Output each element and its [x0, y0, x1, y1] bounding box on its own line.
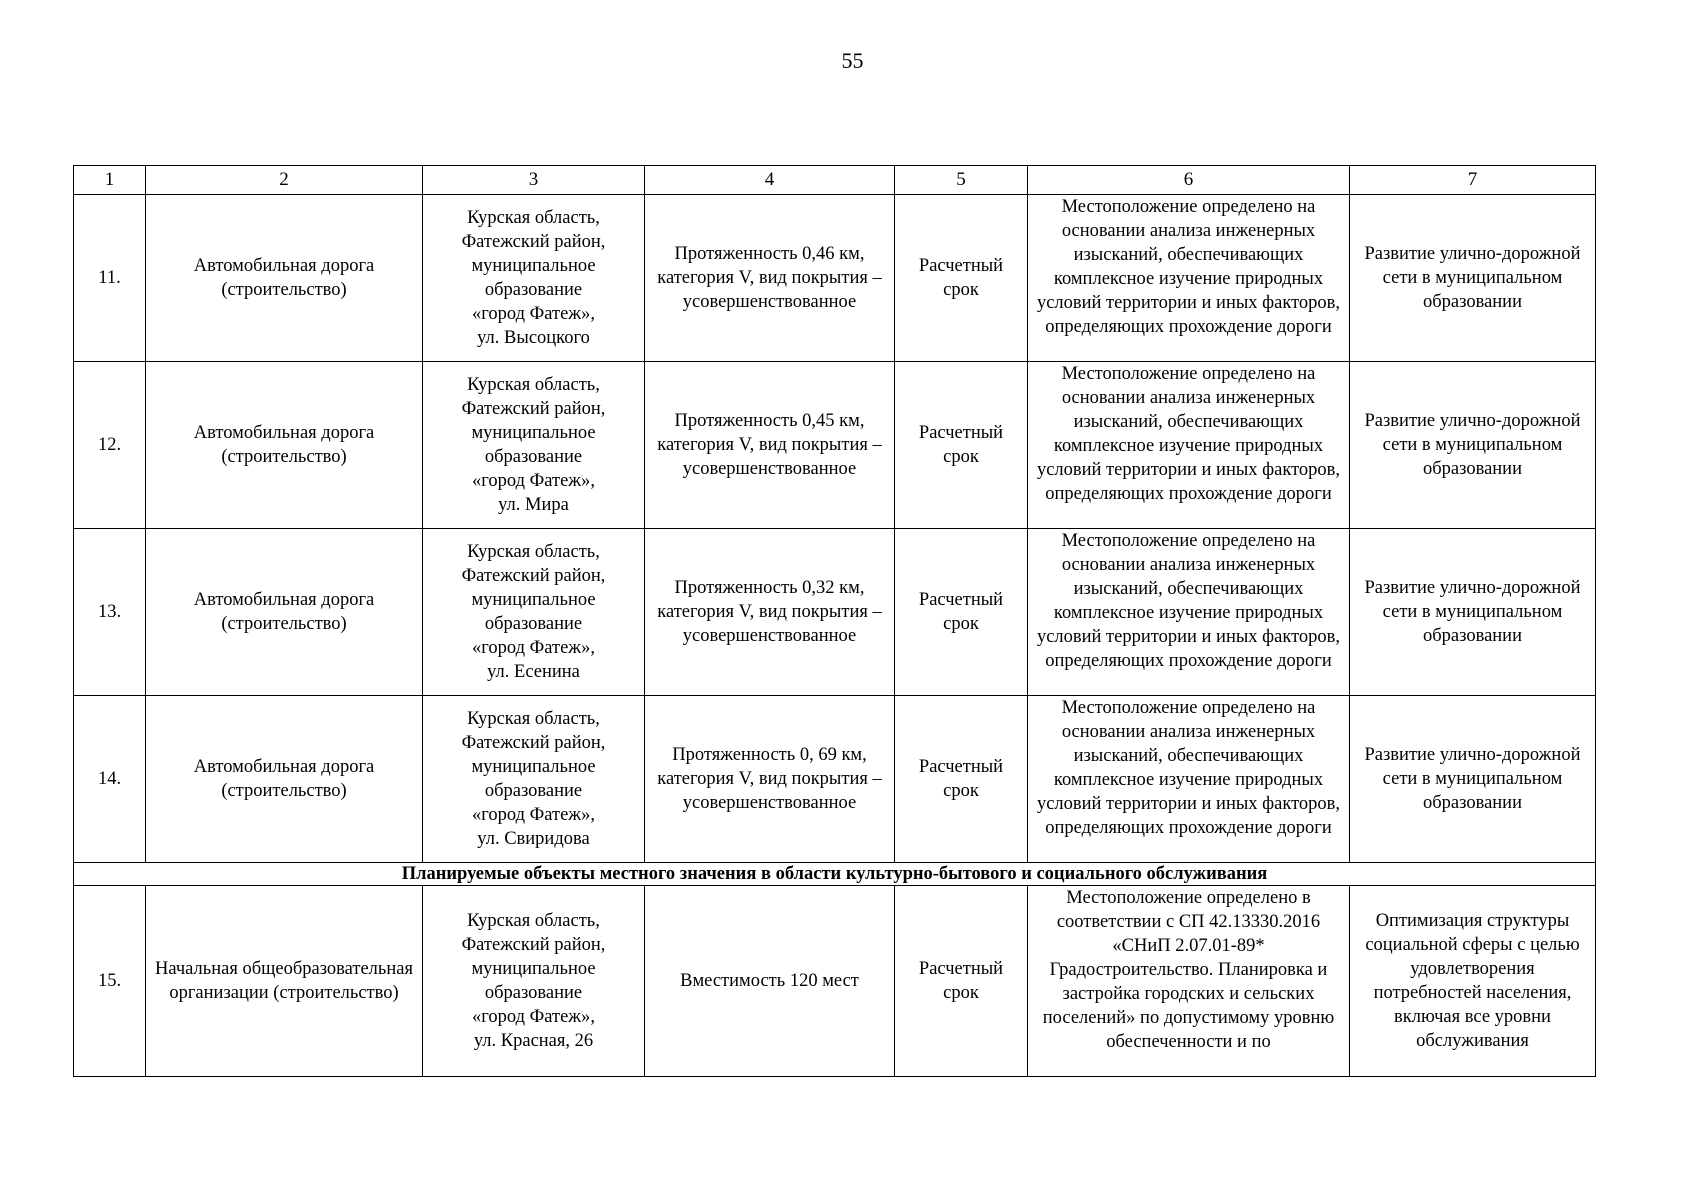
location-line: муниципальное	[471, 757, 596, 777]
location-line: образование	[484, 781, 583, 801]
location-line: образование	[484, 983, 583, 1003]
object-goal: Развитие улично-дорожной сети в муниципальном образовании	[1350, 362, 1596, 529]
object-goal: Развитие улично-дорожной сети в муниципальном образовании	[1350, 696, 1596, 863]
row-number: 15.	[74, 886, 146, 1077]
location-justification: Местоположение определено на основании анализа инженерных изысканий, обеспечивающих комплексное изучение природных условий территории и иных факторов, определяющих прохождение дороги	[1028, 529, 1350, 696]
implementation-term: Расчетный срок	[895, 696, 1028, 863]
location-line: образование	[484, 280, 583, 300]
table-row	[74, 529, 1596, 696]
location-line: муниципальное	[471, 256, 596, 276]
object-characteristics: Протяженность 0, 69 км, категория V, вид покрытия – усовершенствованное	[645, 696, 895, 863]
object-characteristics: Протяженность 0,32 км, категория V, вид покрытия – усовершенствованное	[645, 529, 895, 696]
row-number: 13.	[74, 529, 146, 696]
location-justification: Местоположение определено в соответствии с СП 42.13330.2016 «СНиП 2.07.01-89* Градостроительство. Планировка и застройка городских и сельских поселений» по допустимому уровню обеспеченности и по	[1028, 886, 1350, 1077]
object-name: Автомобильная дорога (строительство)	[146, 195, 423, 362]
location-line: Курская область,	[467, 208, 600, 228]
implementation-term: Расчетный срок	[895, 886, 1028, 1077]
location-line: ул. Красная, 26	[473, 1031, 594, 1051]
location-line: Фатежский район,	[461, 399, 606, 419]
column-number: 6	[1028, 166, 1350, 195]
table-row	[74, 696, 1596, 863]
location-line: «город Фатеж»,	[472, 638, 595, 658]
objects-table	[73, 165, 1596, 1077]
location-justification: Местоположение определено на основании анализа инженерных изысканий, обеспечивающих комплексное изучение природных условий территории и иных факторов, определяющих прохождение дороги	[1028, 195, 1350, 362]
object-location	[423, 362, 645, 529]
column-number-row	[74, 166, 1596, 195]
object-characteristics: Протяженность 0,45 км, категория V, вид покрытия – усовершенствованное	[645, 362, 895, 529]
object-goal: Развитие улично-дорожной сети в муниципальном образовании	[1350, 195, 1596, 362]
implementation-term: Расчетный срок	[895, 529, 1028, 696]
implementation-term: Расчетный срок	[895, 195, 1028, 362]
location-line: «город Фатеж»,	[472, 1007, 595, 1027]
column-number: 4	[645, 166, 895, 195]
column-number: 2	[146, 166, 423, 195]
table-row	[74, 362, 1596, 529]
object-name: Автомобильная дорога (строительство)	[146, 696, 423, 863]
object-goal: Оптимизация структуры социальной сферы с целью удовлетворения потребностей населения, включая все уровни обслуживания	[1350, 886, 1596, 1077]
location-justification: Местоположение определено на основании анализа инженерных изысканий, обеспечивающих комплексное изучение природных условий территории и иных факторов, определяющих прохождение дороги	[1028, 362, 1350, 529]
page-number: 55	[841, 48, 864, 73]
location-line: ул. Есенина	[487, 662, 580, 682]
object-characteristics: Протяженность 0,46 км, категория V, вид покрытия – усовершенствованное	[645, 195, 895, 362]
object-location	[423, 696, 645, 863]
column-number: 5	[895, 166, 1028, 195]
object-characteristics: Вместимость 120 мест	[645, 886, 895, 1077]
row-number: 12.	[74, 362, 146, 529]
object-name: Автомобильная дорога (строительство)	[146, 529, 423, 696]
location-line: муниципальное	[471, 423, 596, 443]
object-location	[423, 886, 645, 1077]
location-line: Курская область,	[467, 911, 600, 931]
location-line: образование	[484, 447, 583, 467]
table-row	[74, 886, 1596, 1077]
section-title: Планируемые объекты местного значения в области культурно-бытового и социального обслуживания	[74, 863, 1596, 886]
location-justification: Местоположение определено на основании анализа инженерных изысканий, обеспечивающих комплексное изучение природных условий территории и иных факторов, определяющих прохождение дороги	[1028, 696, 1350, 863]
column-number: 1	[74, 166, 146, 195]
section-header-row	[74, 863, 1596, 886]
location-line: Курская область,	[467, 542, 600, 562]
location-line: муниципальное	[471, 590, 596, 610]
location-line: Курская область,	[467, 375, 600, 395]
location-line: ул. Высоцкого	[477, 328, 590, 348]
location-line: Фатежский район,	[461, 232, 606, 252]
implementation-term: Расчетный срок	[895, 362, 1028, 529]
location-line: ул. Мира	[498, 495, 569, 515]
object-location	[423, 195, 645, 362]
object-name: Начальная общеобразовательная организации (строительство)	[146, 886, 423, 1077]
location-line: Курская область,	[467, 709, 600, 729]
object-goal: Развитие улично-дорожной сети в муниципальном образовании	[1350, 529, 1596, 696]
location-line: «город Фатеж»,	[472, 304, 595, 324]
column-number: 3	[423, 166, 645, 195]
location-line: Фатежский район,	[461, 935, 606, 955]
column-number: 7	[1350, 166, 1596, 195]
row-number: 14.	[74, 696, 146, 863]
location-line: ул. Свиридова	[477, 829, 590, 849]
location-line: «город Фатеж»,	[472, 805, 595, 825]
location-line: Фатежский район,	[461, 566, 606, 586]
row-number: 11.	[74, 195, 146, 362]
object-location	[423, 529, 645, 696]
location-line: Фатежский район,	[461, 733, 606, 753]
table-row	[74, 195, 1596, 362]
location-line: «город Фатеж»,	[472, 471, 595, 491]
location-line: образование	[484, 614, 583, 634]
location-line: муниципальное	[471, 959, 596, 979]
object-name: Автомобильная дорога (строительство)	[146, 362, 423, 529]
